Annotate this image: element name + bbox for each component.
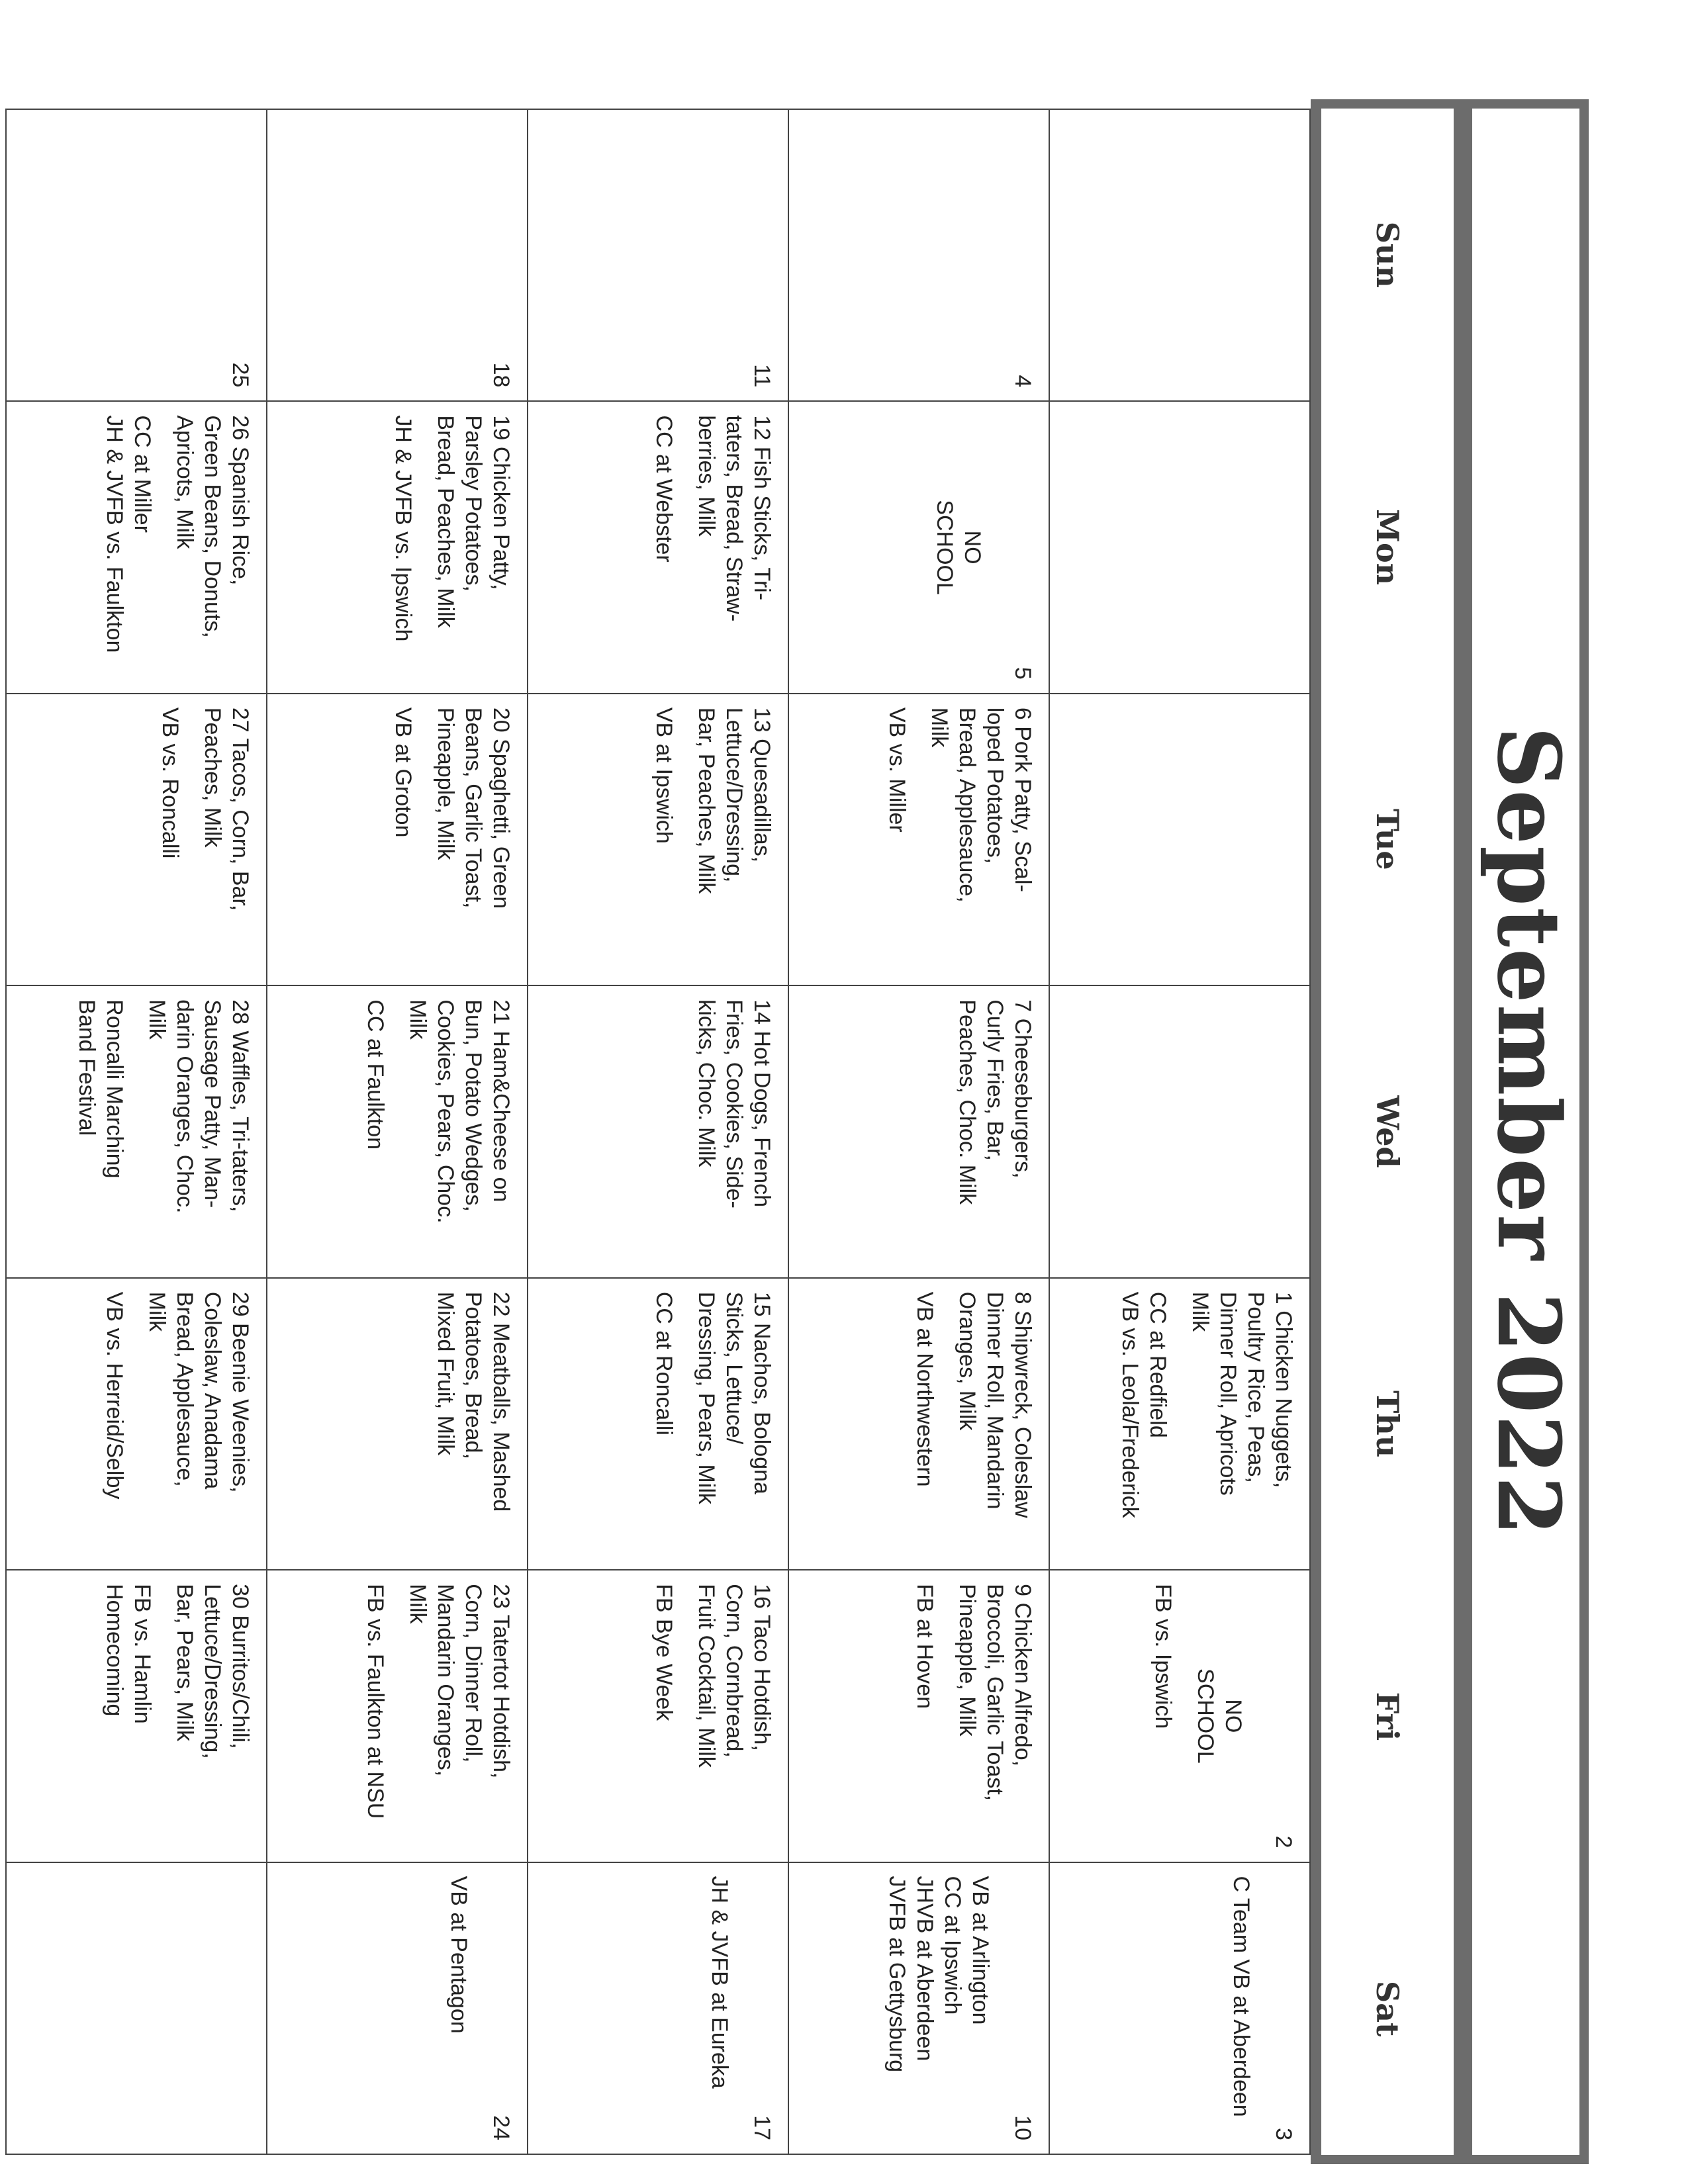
weekday-mon: Mon (1370, 509, 1405, 586)
activity-events: VB at Groton (391, 707, 416, 838)
calendar-day-cell (788, 1570, 1049, 1862)
lunch-menu-text: Hot Dogs, French Fries, Cookies, Side- kicks, Choc. Milk (694, 999, 774, 1208)
lunch-menu-text: Chicken Nuggets, Poultry Rice, Peas, Dinner Roll, Apricots Milk (1188, 1291, 1296, 1496)
calendar-day-cell (267, 694, 528, 985)
activity-events: VB at Pentagon (446, 1876, 471, 2034)
activity-events: VB at Arlington CC at Ipswich JHVB at Aberdeen JVFB at Gettysburg (884, 1876, 993, 2073)
lunch-menu (692, 1584, 776, 1848)
lunch-menu (432, 707, 515, 972)
calendar-day-cell (528, 109, 788, 401)
day-number: 3 (1271, 2128, 1296, 2140)
calendar-day-cell (528, 1570, 788, 1862)
day-number: 9 (1010, 1584, 1035, 1597)
calendar-week-row (6, 109, 267, 2154)
day-number: 10 (1010, 2115, 1035, 2140)
day-number: 25 (228, 362, 253, 388)
lunch-menu (404, 1584, 515, 1848)
calendar-day-cell (528, 1862, 788, 2154)
lunch-menu (692, 415, 776, 679)
activity-events: FB vs. Ipswich (1150, 1584, 1176, 1729)
day-number: 2 (1271, 1835, 1296, 1848)
day-number: 30 (228, 1584, 253, 1609)
day-number: 18 (489, 362, 514, 388)
day-number: 28 (228, 999, 253, 1025)
day-number: 14 (749, 999, 774, 1025)
day-number: 1 (1271, 1291, 1296, 1304)
lunch-menu-text: Cheeseburgers, Curly Fries, Bar, Peaches, Choc. Milk (955, 999, 1035, 1205)
lunch-menu-text: Taco Hotdish, Corn, Cornbread, Fruit Cocktail, Milk (694, 1584, 774, 1768)
day-number: 6 (1010, 707, 1035, 720)
weekday-sat: Sat (1370, 1981, 1405, 2037)
activity-events: CC at Webster (651, 415, 677, 563)
weekday-sun: Sun (1370, 221, 1405, 288)
lunch-menu (925, 707, 1037, 972)
calendar-week-row (1049, 109, 1310, 2154)
calendar-day-cell (1049, 694, 1310, 985)
lunch-menu (432, 415, 515, 679)
calendar-day-cell (1049, 985, 1310, 1277)
activity-events: CC at Miller JH & JVFB vs. Faulkton (102, 415, 155, 653)
calendar-day-cell (788, 985, 1049, 1277)
activity-events: FB vs. Hamlin Homecoming (102, 1584, 155, 1724)
activity-events: VB at Ipswich (651, 707, 677, 844)
lunch-menu-text: Quesadillas, Lettuce/Dressing, Bar, Peaches, Milk (694, 707, 774, 894)
activity-events: CC at Redfield VB vs. Leola/Frederick (1117, 1291, 1170, 1518)
calendar-day-cell (1049, 109, 1310, 401)
weekday-header (1321, 109, 1454, 2155)
calendar-day-cell (6, 985, 267, 1277)
no-school-label: NO SCHOOL (932, 500, 985, 595)
lunch-menu (143, 1292, 254, 1556)
lunch-menu-text: Spaghetti, Green Beans, Garlic Toast, Pineapple, Milk (433, 707, 514, 909)
activity-events: FB vs. Faulkton at NSU (363, 1584, 388, 1819)
day-number: 24 (489, 2115, 514, 2140)
day-number: 7 (1010, 999, 1035, 1013)
weekday-fri: Fri (1370, 1692, 1405, 1741)
lunch-menu (953, 1584, 1037, 1848)
day-number: 13 (749, 707, 774, 733)
lunch-menu-text: Spanish Rice, Green Beans, Donuts, Apricots, Milk (172, 415, 253, 638)
calendar-day-cell (267, 1570, 528, 1862)
weekday-thu: Thu (1370, 1390, 1405, 1458)
day-number: 17 (749, 2115, 774, 2140)
lunch-menu-text: Nachos, Bologna Sticks, Lettuce/ Dressing, Pears, Milk (694, 1291, 774, 1504)
day-number: 22 (489, 1291, 514, 1317)
lunch-menu (171, 1584, 254, 1848)
title-banner (1463, 99, 1589, 2164)
calendar-week-row (267, 109, 528, 2154)
title-banner-inner (1472, 109, 1579, 2155)
calendar-day-cell (267, 401, 528, 693)
calendar-day-cell (788, 109, 1049, 401)
lunch-menu (199, 707, 254, 972)
calendar-day-cell (788, 401, 1049, 693)
calendar-day-cell (267, 985, 528, 1277)
day-number: 15 (749, 1291, 774, 1317)
lunch-menu (143, 999, 254, 1263)
lunch-menu-text: Chicken Patty, Parsley Potatoes, Bread, Peaches, Milk (433, 415, 514, 628)
calendar-day-cell (1049, 1570, 1310, 1862)
lunch-menu-text: Tacos, Corn, Bar, Peaches, Milk (200, 707, 253, 911)
calendar-grid (5, 109, 1311, 2155)
day-number: 19 (489, 415, 514, 441)
activity-events: JH & JVFB at Eureka (707, 1876, 732, 2089)
activity-events: JH & JVFB vs. Ipswich (391, 415, 416, 642)
calendar-day-cell (267, 1862, 528, 2154)
lunch-menu-text: Tatertot Hotdish, Corn, Dinner Roll, Mandarin Oranges, Milk (405, 1584, 514, 1779)
activity-events: VB vs. Herreid/Selby (102, 1291, 127, 1500)
calendar-day-cell (528, 1278, 788, 1570)
calendar-day-cell (788, 694, 1049, 985)
lunch-menu-text: Pork Patty, Scal- loped Potatoes, Bread, Applesauce, Milk (927, 707, 1035, 903)
lunch-menu (432, 1292, 515, 1556)
activity-events: CC at Roncalli (651, 1291, 677, 1435)
activity-events: FB at Hoven (912, 1584, 937, 1709)
calendar-day-cell (6, 1570, 267, 1862)
calendar-week-row (788, 109, 1049, 2154)
day-number: 11 (749, 364, 774, 388)
lunch-menu (171, 415, 254, 679)
lunch-menu-text: Shipwreck, Coleslaw Dinner Roll, Mandarin Oranges, Milk (955, 1291, 1035, 1518)
lunch-menu-text: Burritos/Chili, Lettuce/Dressing, Bar, Pears, Milk (172, 1584, 253, 1759)
calendar-day-cell (788, 1278, 1049, 1570)
calendar-day-cell (6, 1862, 267, 2154)
activity-events: Roncalli Marching Band Festival (74, 999, 127, 1179)
calendar-day-cell (267, 1278, 528, 1570)
day-number: 21 (489, 999, 514, 1025)
day-number: 20 (489, 707, 514, 733)
page-title: September 2022 (1478, 726, 1579, 1537)
lunch-menu-text: Waffles, Tri-taters, Sausage Patty, Man- darin Oranges, Choc. Milk (144, 999, 253, 1214)
lunch-menu-text: Ham&Cheese on Bun, Potato Wedges, Cookies, Pears, Choc. Milk (405, 999, 514, 1224)
calendar-day-cell (6, 1278, 267, 1570)
calendar-day-cell (528, 401, 788, 693)
day-number: 5 (1010, 666, 1035, 680)
lunch-menu-text: Chicken Alfredo, Broccoli, Garlic Toast, Pineapple, Milk (955, 1584, 1035, 1801)
lunch-menu-text: Fish Sticks, Tri- taters, Bread, Straw- berries, Milk (694, 415, 774, 622)
day-number: 26 (228, 415, 253, 441)
day-number: 27 (228, 707, 253, 733)
day-number: 23 (489, 1584, 514, 1609)
lunch-menu-text: Meatballs, Mashed Potatoes, Bread, Mixed Fruit, Milk (433, 1291, 514, 1512)
weekday-wed: Wed (1370, 1095, 1405, 1168)
calendar-day-cell (1049, 1862, 1310, 2154)
activity-events: VB vs. Miller (884, 707, 910, 833)
calendar-day-cell (528, 985, 788, 1277)
weekday-tue: Tue (1370, 808, 1405, 870)
calendar-day-cell (1049, 1278, 1310, 1570)
calendar-day-cell (1049, 401, 1310, 693)
day-number: 29 (228, 1291, 253, 1317)
activity-events: CC at Faulkton (363, 999, 388, 1150)
activity-events: C Team VB at Aberdeen (1229, 1876, 1254, 2117)
lunch-menu (1186, 1292, 1297, 1556)
calendar-day-cell (267, 109, 528, 401)
lunch-menu (953, 1292, 1037, 1556)
lunch-menu (692, 1292, 776, 1556)
day-number: 4 (1010, 375, 1035, 388)
calendar-day-cell (6, 401, 267, 693)
calendar-day-cell (528, 694, 788, 985)
lunch-menu (953, 999, 1037, 1263)
no-school-label: NO SCHOOL (1193, 1668, 1246, 1764)
calendar-week-row (528, 109, 788, 2154)
day-number: 16 (749, 1584, 774, 1609)
calendar-day-cell (6, 694, 267, 985)
lunch-menu (404, 999, 515, 1263)
day-number: 12 (749, 415, 774, 441)
lunch-menu (692, 999, 776, 1263)
lunch-menu-text: Beenie Weenies, Coleslaw, Anadama Bread, Applesauce, Milk (144, 1291, 253, 1493)
calendar-day-cell (788, 1862, 1049, 2154)
activity-events: VB vs. Roncalli (158, 707, 183, 859)
activity-events: VB at Northwestern (912, 1291, 937, 1487)
day-number: 8 (1010, 1291, 1035, 1304)
calendar-day-cell (6, 109, 267, 401)
activity-events: FB Bye Week (651, 1584, 677, 1721)
lunch-menu (692, 707, 776, 972)
